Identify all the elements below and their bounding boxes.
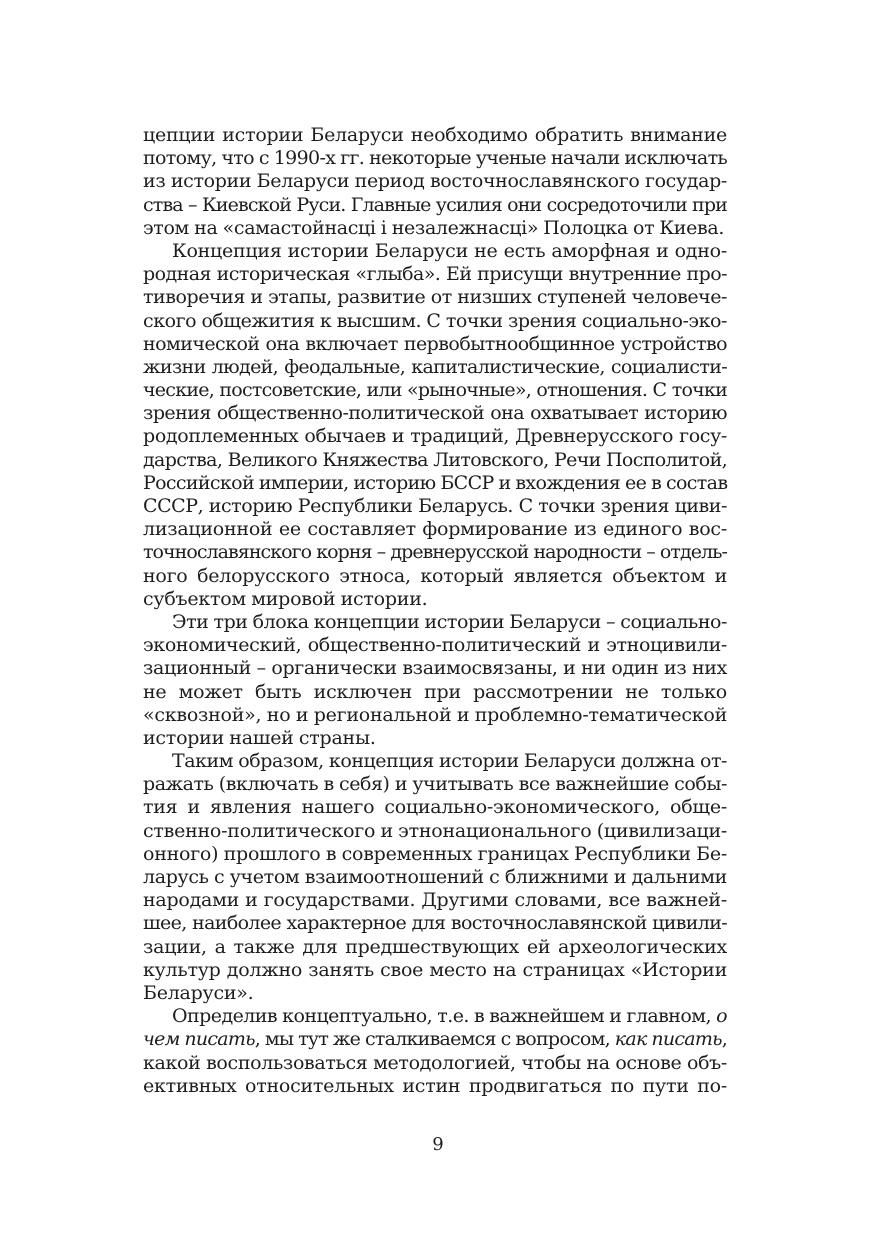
text-segment: Концепция истории Беларуси не есть аморфная и одно-: [172, 239, 727, 262]
text-segment: жизни людей, феодальные, капиталистические, социалисти-: [143, 355, 727, 378]
text-line: [143, 495, 727, 518]
text-line: [143, 727, 727, 750]
text-segment: шее, наиболее характерное для восточнославянской цивили-: [143, 912, 727, 935]
text-line: [143, 240, 727, 263]
text-line: [143, 356, 727, 379]
text-line: [143, 541, 727, 564]
text-line: [143, 843, 727, 866]
text-line: [143, 147, 727, 170]
text-segment: Определив концептуально, т.е. в важнейшем и главном,: [172, 1005, 717, 1028]
text-segment: из истории Беларуси период восточнославянского государ-: [143, 170, 727, 193]
text-line: [143, 982, 727, 1005]
text-line: [143, 657, 727, 680]
text-line: [143, 750, 727, 773]
text-segment: Таким образом, концепция истории Беларуси должна от-: [172, 750, 727, 773]
text-segment: тиворечия и этапы, развитие от низших ступеней человече-: [143, 286, 727, 309]
text-segment: какой воспользоваться методологией, чтобы на основе объ-: [143, 1051, 727, 1074]
text-segment: лизационной ее составляет формирование из единого вос-: [143, 518, 727, 541]
text-segment: ,: [721, 1028, 727, 1051]
text-line: [143, 379, 727, 402]
text-segment: не может быть исключен при рассмотрении не только: [143, 680, 727, 703]
text-line: [143, 912, 727, 935]
text-segment: , мы тут же сталкиваемся с вопросом,: [254, 1028, 615, 1051]
text-segment: Российской империи, историю БССР и вхождения ее в состав: [143, 471, 728, 494]
text-line: [143, 565, 727, 588]
text-line: [143, 1028, 727, 1051]
text-line: [143, 449, 727, 472]
text-line: [143, 472, 727, 495]
text-line: [143, 124, 727, 147]
text-segment: ственно-политического и этнонационального (цивилизаци-: [143, 819, 728, 842]
text-segment: зационный – органически взаимосвязаны, и ни один из них: [143, 657, 727, 680]
text-segment: потому, что с 1990-х гг. некоторые ученые начали исключать: [143, 147, 728, 170]
text-line: [143, 936, 727, 959]
text-line: [143, 889, 727, 912]
paragraph: [143, 750, 727, 1005]
text-line: [143, 1005, 727, 1028]
text-line: [143, 518, 727, 541]
text-segment: точнославянского корня – древнерусской народности – отдель-: [143, 541, 727, 564]
text-segment: ства – Киевской Руси. Главные усилия они сосредоточили при: [143, 193, 727, 216]
text-line: [143, 217, 727, 240]
paragraph: [143, 124, 727, 240]
text-line: [143, 263, 727, 286]
text-segment: «сквозной», но и региональной и проблемно-тематической: [143, 703, 727, 726]
text-segment: онного) прошлого в современных границах Республики Бе-: [143, 842, 727, 865]
italic-text: чем писать: [143, 1028, 255, 1051]
text-line: [143, 170, 727, 193]
text-line: [143, 425, 727, 448]
text-line: [143, 333, 727, 356]
text-line: [143, 1075, 727, 1098]
text-line: [143, 194, 727, 217]
text-line: [143, 310, 727, 333]
text-line: [143, 681, 727, 704]
text-segment: ражать (включать в себя) и учитывать все важнейшие собы-: [143, 773, 727, 796]
text-segment: зрения общественно-политической она охватывает историю: [143, 402, 727, 425]
text-segment: ларусь с учетом взаимоотношений с ближними и дальними: [143, 866, 727, 888]
text-segment: зации, а также для предшествующих ей археологических: [143, 935, 727, 958]
text-segment: субъектом мировой истории.: [143, 587, 428, 610]
text-segment: цепции истории Беларуси необходимо обратить внимание: [143, 124, 727, 146]
text-segment: этом на «самастойнасці і незалежнасці» Полоцка от Киева.: [143, 216, 725, 239]
text-segment: родная историческая «глыба». Ей присущи внутренние про-: [143, 263, 727, 286]
text-segment: тия и явления нашего социально-экономического, обще-: [143, 796, 727, 819]
text-segment: ского общежития к высшим. С точки зрения социально-эко-: [143, 309, 727, 332]
text-line: [143, 704, 727, 727]
text-segment: истории нашей страны.: [143, 726, 376, 749]
text-segment: родоплеменных обычаев и традиций, Древнерусского госу-: [143, 425, 727, 448]
body-text: [143, 124, 727, 1098]
text-segment: ективных относительных истин продвигаться по пути по-: [143, 1074, 727, 1097]
text-line: [143, 1052, 727, 1075]
text-line: [143, 634, 727, 657]
text-line: [143, 959, 727, 982]
text-line: [143, 866, 727, 889]
text-segment: СССР, историю Республики Беларусь. С точки зрения циви-: [143, 495, 727, 517]
page-number: 9: [432, 1134, 444, 1155]
text-line: [143, 402, 727, 425]
text-segment: ного белорусского этноса, который является объектом и: [143, 564, 727, 587]
text-line: [143, 796, 727, 819]
italic-text: о: [716, 1005, 727, 1028]
text-line: [143, 820, 727, 843]
text-segment: экономический, общественно-политический и этноцивили-: [143, 634, 727, 657]
text-line: [143, 286, 727, 309]
text-segment: Эти три блока концепции истории Беларуси – социально-: [172, 610, 727, 633]
text-segment: народами и государствами. Другими словами, все важней-: [143, 889, 727, 912]
italic-text: как писать: [614, 1028, 722, 1051]
text-segment: культур должно занять свое место на страницах «Истории: [143, 958, 727, 981]
paragraph: [143, 240, 727, 611]
text-line: [143, 588, 727, 611]
paragraph: [143, 611, 727, 750]
text-segment: ческие, постсоветские, или «рыночные», отношения. С точки: [143, 379, 727, 402]
text-segment: дарства, Великого Княжества Литовского, Речи Посполитой,: [143, 448, 727, 471]
text-segment: номической она включает первобытнообщинное устройство: [143, 332, 727, 355]
text-line: [143, 611, 727, 634]
paragraph: [143, 1005, 727, 1098]
text-line: [143, 773, 727, 796]
text-segment: Беларуси».: [143, 981, 254, 1004]
